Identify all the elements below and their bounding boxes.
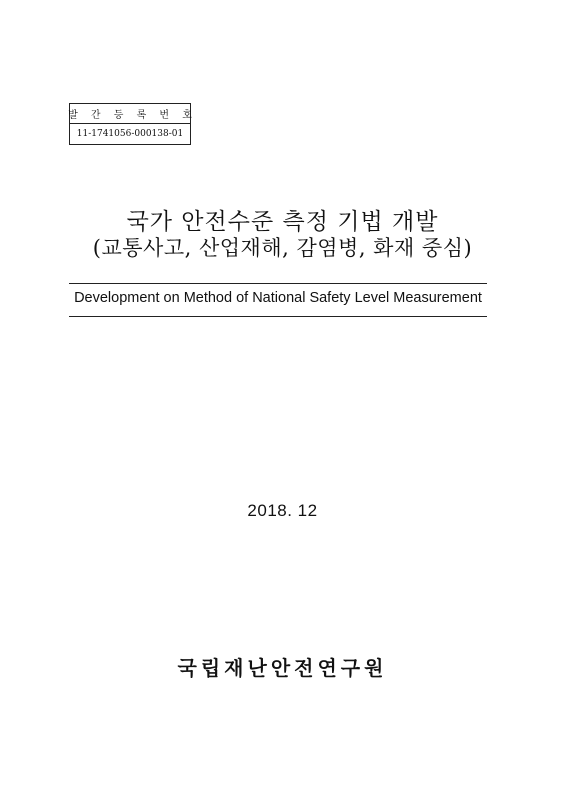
upper-divider: [69, 283, 487, 284]
lower-divider: [69, 316, 487, 317]
publication-date: 2018. 12: [247, 501, 318, 520]
report-subtitle: (교통사고, 산업재해, 감염병, 화재 중심): [92, 236, 473, 260]
report-title: 국가 안전수준 측정 기법 개발: [126, 209, 439, 235]
publisher-name: 국립재난안전연구원: [177, 656, 388, 680]
registration-label: 발 간 등 록 번 호: [70, 104, 190, 124]
registration-number: 11-1741056-000138-01: [76, 129, 184, 139]
english-title: Development on Method of National Safety Level Measurement: [74, 290, 482, 306]
registration-box: [68, 103, 197, 145]
